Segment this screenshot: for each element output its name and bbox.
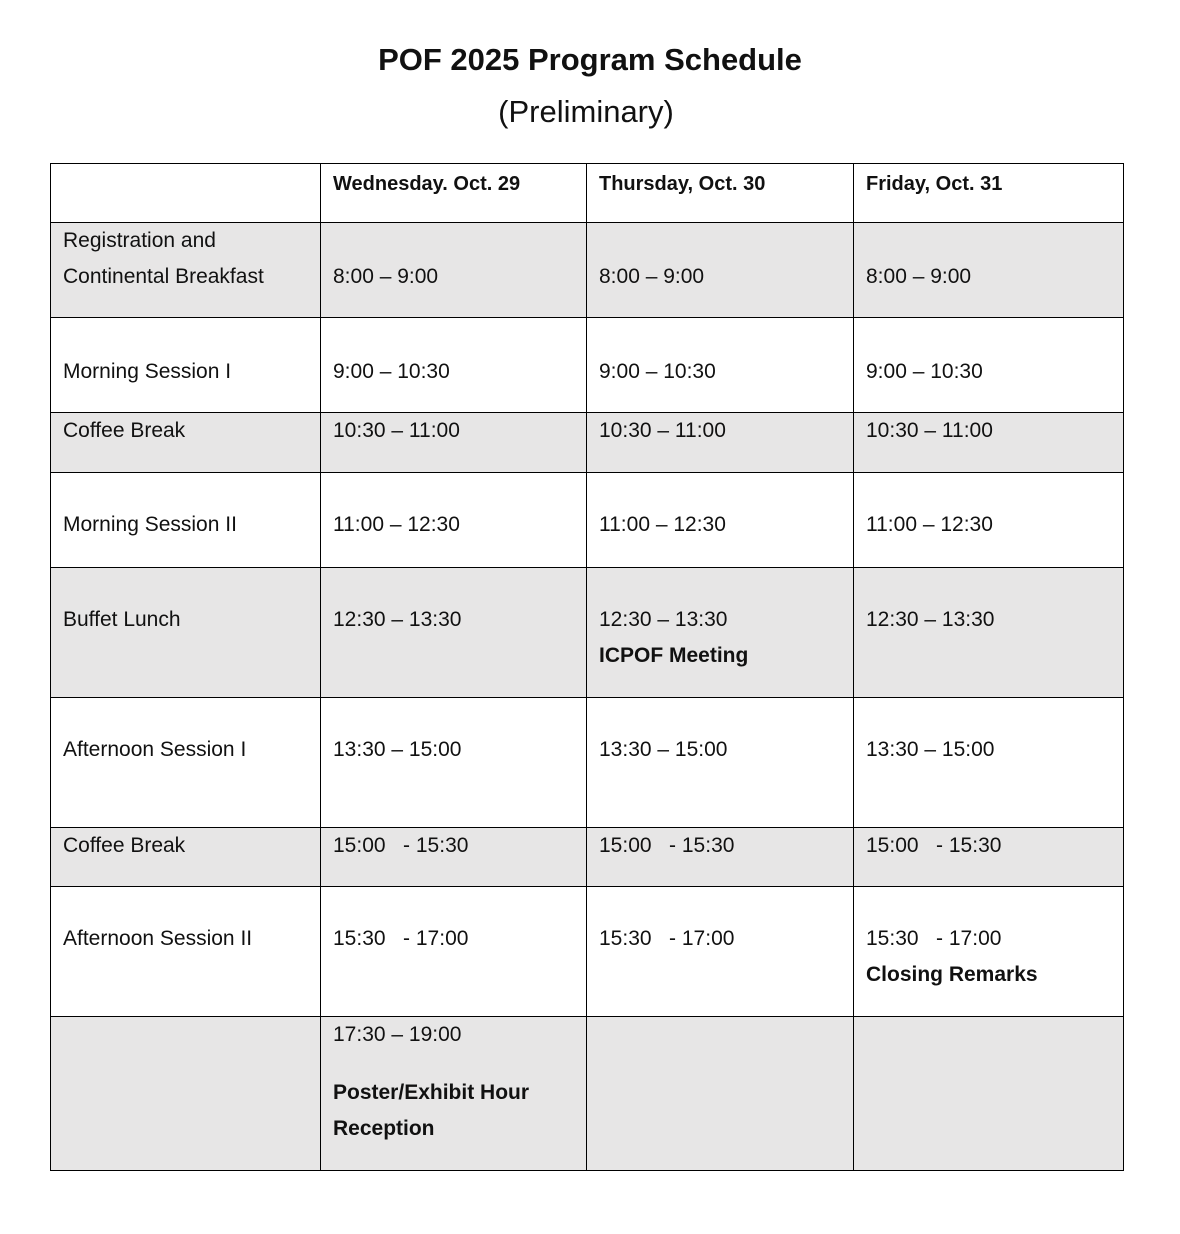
event-note: Closing Remarks [866, 963, 1038, 986]
time-cell: 12:30 – 13:30 [321, 568, 587, 698]
schedule-table [50, 163, 1124, 1171]
table-row [51, 413, 1124, 473]
table-row [51, 887, 1124, 1017]
day-header-wednesday: Wednesday. Oct. 29 [321, 164, 587, 223]
time-cell: 9:00 – 10:30 [587, 318, 854, 413]
time-text: 15:30 - 17:00 [866, 927, 1002, 950]
time-cell: 10:30 – 11:00 [587, 413, 854, 473]
table-row [51, 828, 1124, 887]
header-corner-cell [51, 164, 321, 223]
time-cell: 13:30 – 15:00 [321, 698, 587, 828]
table-row [51, 473, 1124, 568]
row-label: Buffet Lunch [51, 568, 321, 698]
time-cell: 9:00 – 10:30 [854, 318, 1124, 413]
row-label: Coffee Break [51, 413, 321, 473]
time-cell: 15:00 - 15:30 [587, 828, 854, 887]
row-label: Coffee Break [51, 828, 321, 887]
time-text: 12:30 – 13:30 [599, 608, 728, 631]
time-cell [587, 568, 854, 698]
time-cell: 15:00 - 15:30 [854, 828, 1124, 887]
time-cell: 10:30 – 11:00 [321, 413, 587, 473]
time-cell [854, 887, 1124, 1017]
table-header-row [51, 164, 1124, 223]
time-cell [854, 1017, 1124, 1171]
time-cell: 13:30 – 15:00 [587, 698, 854, 828]
row-label [51, 223, 321, 318]
time-cell: 10:30 – 11:00 [854, 413, 1124, 473]
table-row [51, 1017, 1124, 1171]
day-header-thursday: Thursday, Oct. 30 [587, 164, 854, 223]
time-cell: 15:30 - 17:00 [587, 887, 854, 1017]
row-label: Afternoon Session II [51, 887, 321, 1017]
event-note: ICPOF Meeting [599, 644, 749, 667]
time-cell: 8:00 – 9:00 [587, 223, 854, 318]
time-cell: 11:00 – 12:30 [854, 473, 1124, 568]
time-cell: 8:00 – 9:00 [321, 223, 587, 318]
page-title: POF 2025 Program Schedule [378, 42, 802, 77]
time-cell: 8:00 – 9:00 [854, 223, 1124, 318]
time-cell: 12:30 – 13:30 [854, 568, 1124, 698]
time-cell [587, 1017, 854, 1171]
table-row [51, 568, 1124, 698]
row-label-line: Registration and [63, 229, 216, 252]
time-cell: 11:00 – 12:30 [587, 473, 854, 568]
time-cell: 13:30 – 15:00 [854, 698, 1124, 828]
table-row [51, 318, 1124, 413]
day-header-friday: Friday, Oct. 31 [854, 164, 1124, 223]
time-cell: 15:00 - 15:30 [321, 828, 587, 887]
time-cell: 11:00 – 12:30 [321, 473, 587, 568]
row-label: Afternoon Session I [51, 698, 321, 828]
row-label [51, 1017, 321, 1171]
event-note: Poster/Exhibit Hour [333, 1081, 530, 1104]
row-label: Morning Session II [51, 473, 321, 568]
time-cell: 9:00 – 10:30 [321, 318, 587, 413]
time-cell: 15:30 - 17:00 [321, 887, 587, 1017]
time-text: 17:30 – 19:00 [333, 1023, 462, 1046]
time-cell [321, 1017, 587, 1171]
page-subtitle: (Preliminary) [498, 94, 674, 129]
table-row [51, 698, 1124, 828]
event-note: Reception [333, 1117, 435, 1140]
row-label-line: Continental Breakfast [63, 265, 264, 288]
row-label: Morning Session I [51, 318, 321, 413]
table-row [51, 223, 1124, 318]
